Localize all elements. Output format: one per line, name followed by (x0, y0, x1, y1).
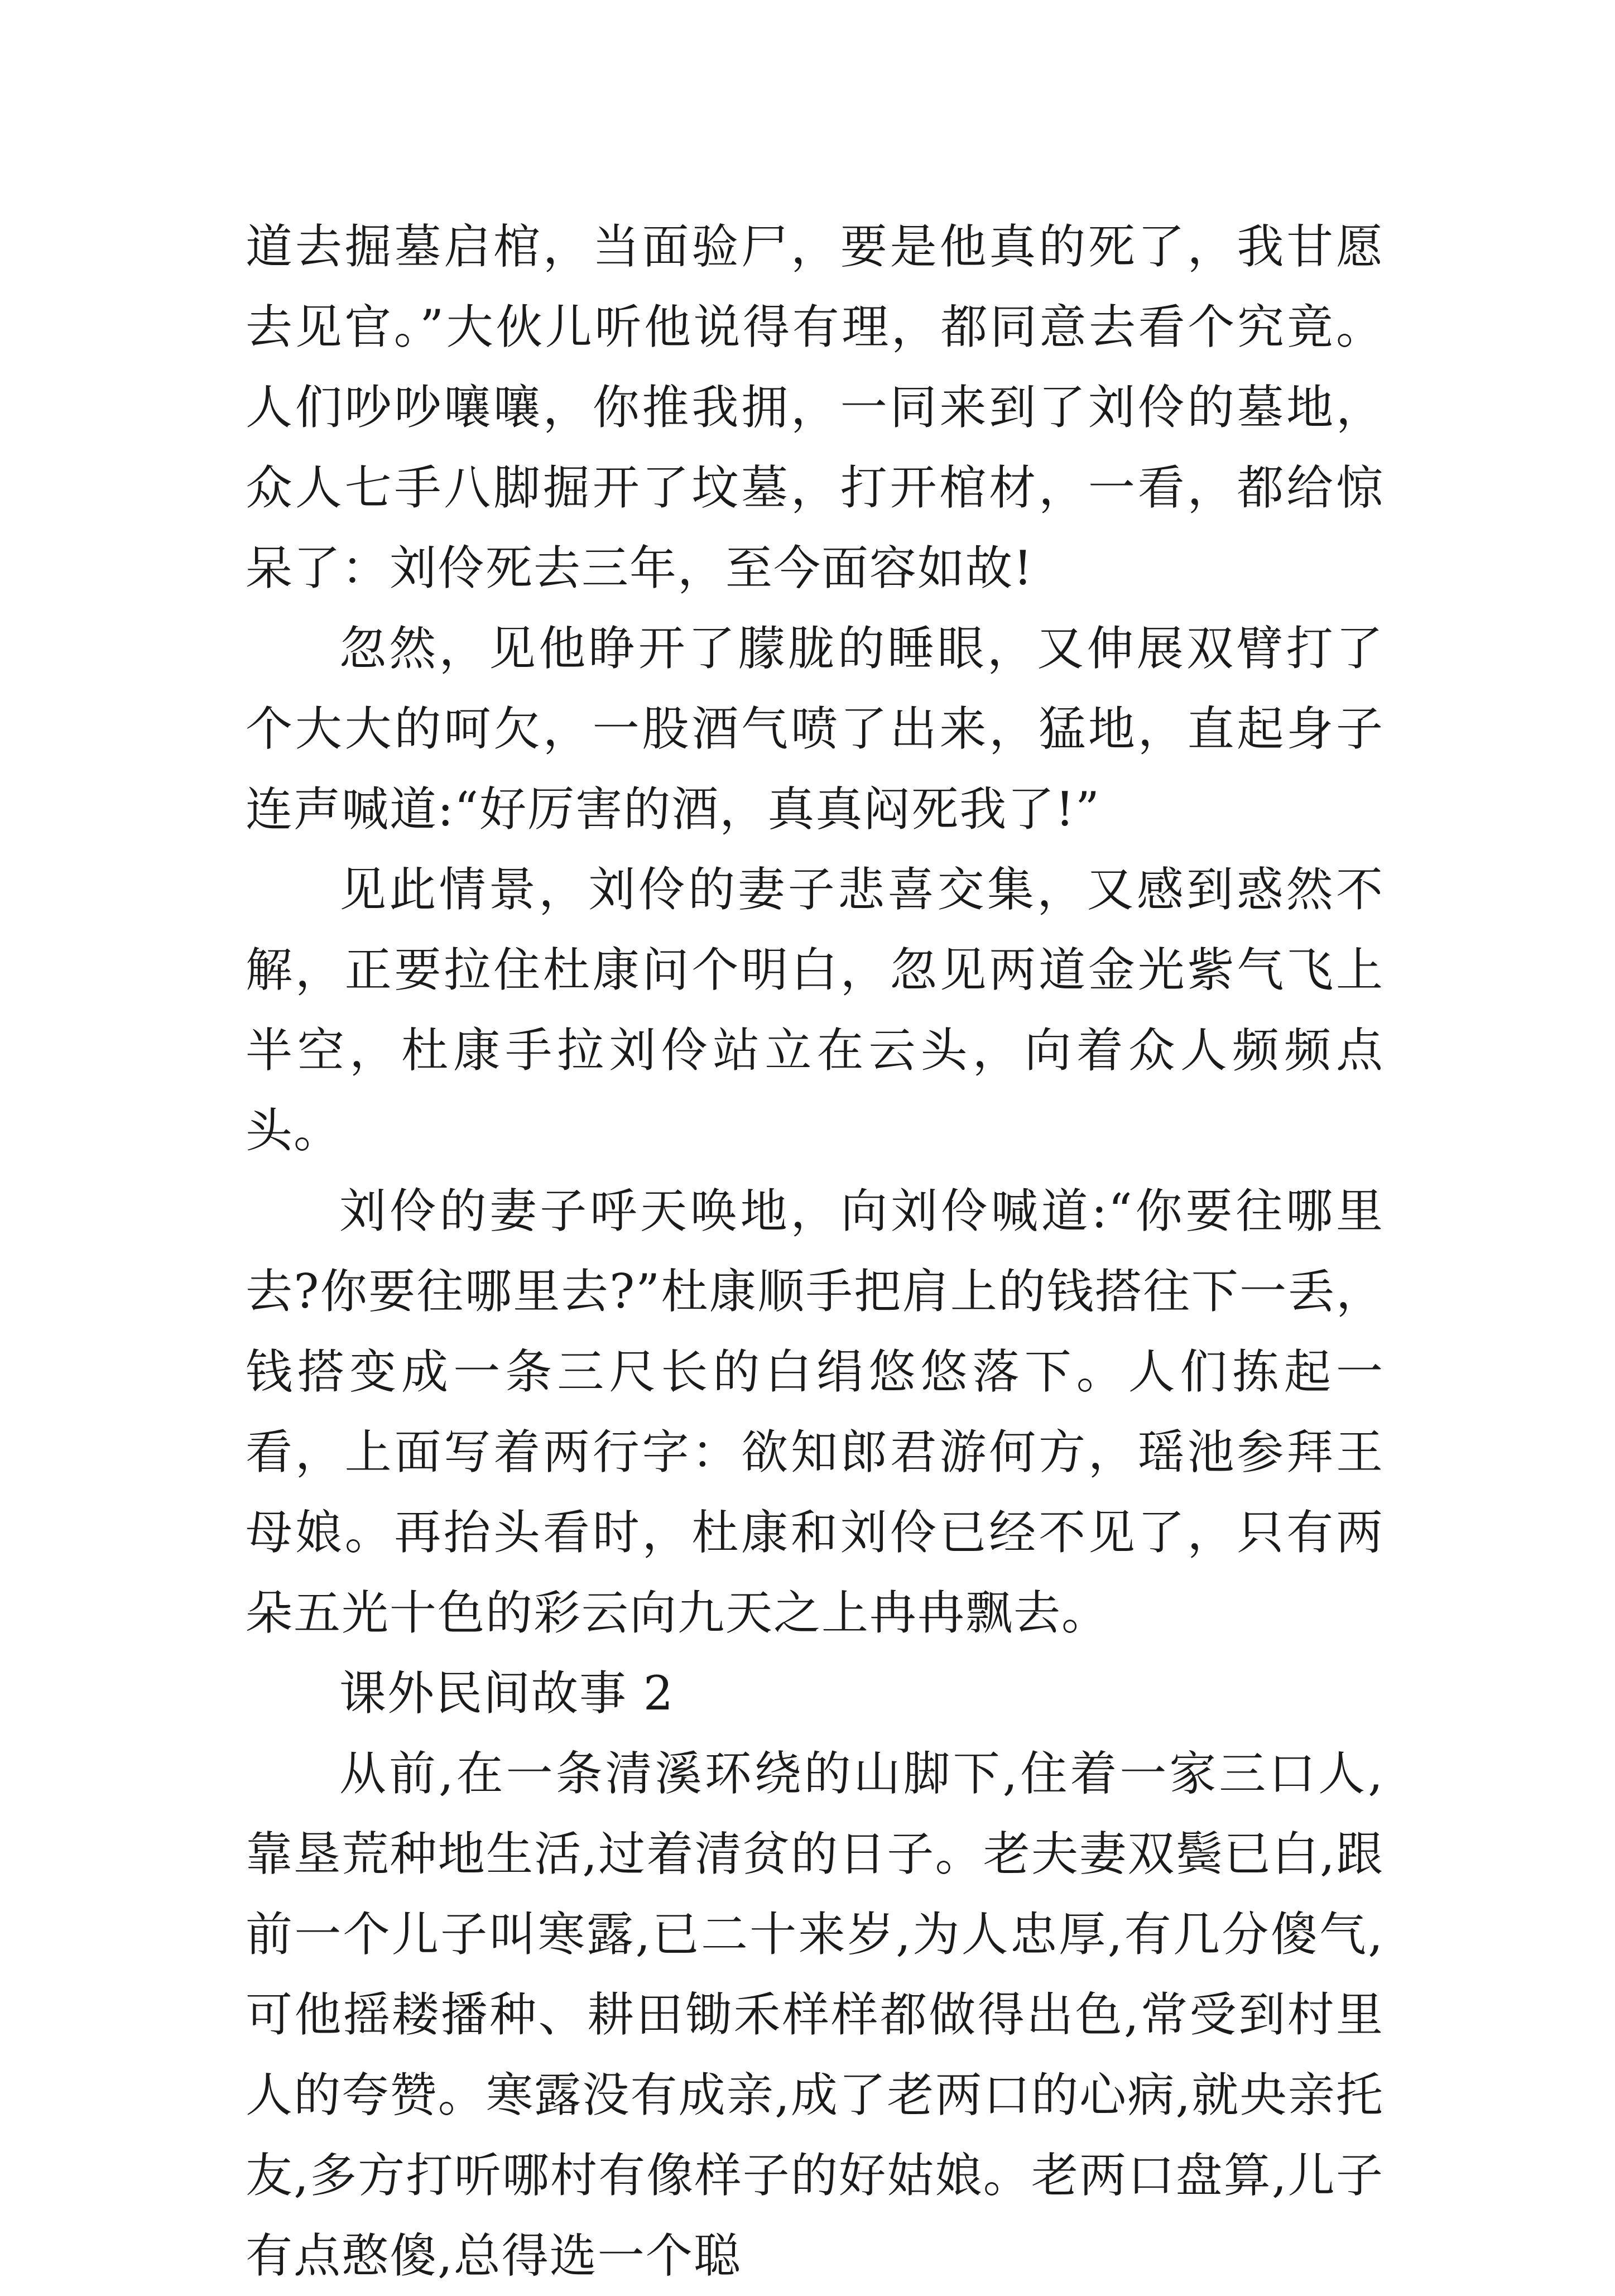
paragraph-story2-opening: 从前,在一条清溪环绕的山脚下,住着一家三口人,靠垦荒种地生活,过着清贫的日子。老夫妻双鬓已白,跟前一个儿子叫寒露,已二十来岁,为人忠厚,有几分傻气,可他摇耧播种、耕田锄禾样样都做得出色,常受到村里人的夸赞。寒露没有成亲,成了老两口的心病,就央亲托友,多方打听哪村有像样子的好姑娘。老两口盘算,儿子有点憨傻,总得选一个聪 (246, 1746, 1384, 2283)
paragraph-white-silk: 刘伶的妻子呼天唤地，向刘伶喊道:“你要往哪里去?你要往哪里去?”杜康顺手把肩上的钱搭往下一丢，钱搭变成一条三尺长的白绢悠悠落下。人们拣起一看，上面写着两行字：欲知郎君游何方，瑶池参拜王母娘。再抬头看时，杜康和刘伶已经不见了，只有两朵五光十色的彩云向九天之上冉冉飘去。 (246, 1184, 1384, 1640)
paragraph-awakening: 忽然，见他睁开了朦胧的睡眼，又伸展双臂打了个大大的呵欠，一股酒气喷了出来，猛地，直起身子连声喊道:“好厉害的酒，真真闷死我了!” (246, 621, 1384, 837)
paragraph-ascension: 见此情景，刘伶的妻子悲喜交集，又感到惑然不解，正要拉住杜康问个明白，忽见两道金光紫气飞上半空，杜康手拉刘伶站立在云头，向着众人频频点头。 (246, 862, 1384, 1158)
paragraph-continuation: 道去掘墓启棺，当面验尸，要是他真的死了，我甘愿去见官。”大伙儿听他说得有理，都同意去看个究竟。人们吵吵嚷嚷，你推我拥，一同来到了刘伶的墓地，众人七手八脚掘开了坟墓，打开棺材，一看，都给惊呆了：刘伶死去三年，至今面容如故! (246, 219, 1384, 595)
section-heading: 课外民间故事 2 (339, 1666, 675, 1721)
document-body (246, 206, 1384, 2296)
